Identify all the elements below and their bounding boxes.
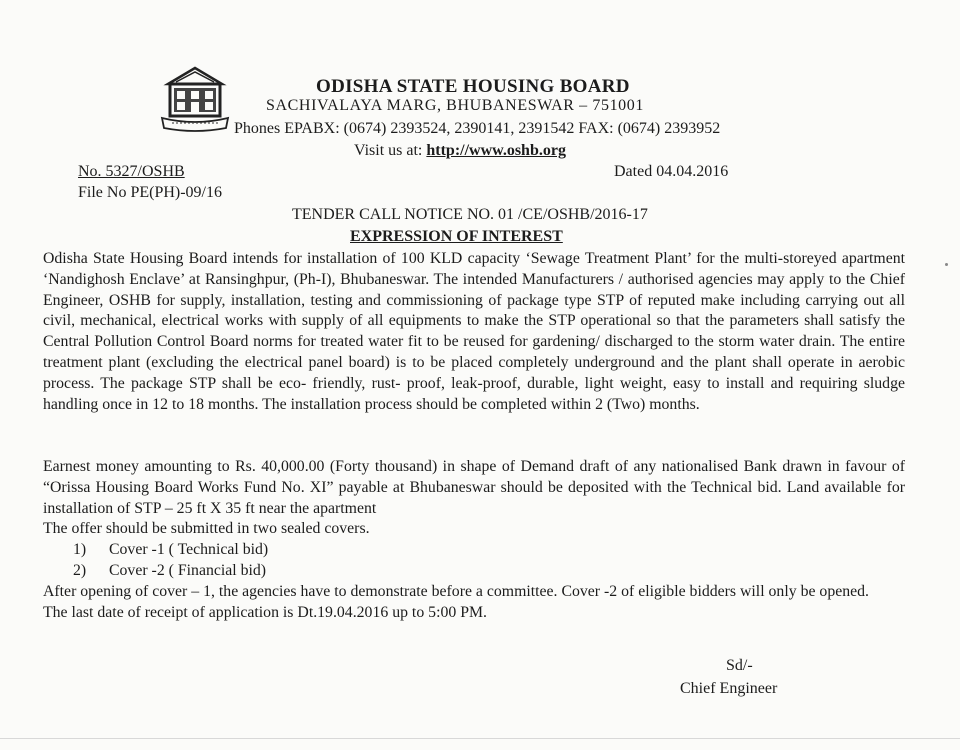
organisation-phones: Phones EPABX: (0674) 2393524, 2390141, 2391542 FAX: (0674) 2393952 [234,120,721,137]
tender-notice-number: TENDER CALL NOTICE NO. 01 /CE/OSHB/2016-17 [292,206,648,223]
notice-heading: EXPRESSION OF INTEREST [350,228,563,245]
page-bottom-edge [0,738,960,739]
paragraph-submission: The offer should be submitted in two sealed covers. [43,520,370,538]
notice-body [43,249,905,623]
cover-label: Cover -1 ( Technical bid) [109,541,269,559]
housing-board-emblem-icon [160,62,230,134]
website-label: Visit us at: [354,142,423,159]
cover-number: 2) [73,561,87,579]
file-number: File No PE(PH)-09/16 [78,184,222,201]
signatory-designation: Chief Engineer [680,680,778,697]
paragraph-opening: After opening of cover – 1, the agencies have to demonstrate before a committee. Cover -2 of eligible bidders will only be opened. [43,582,869,600]
cover-label: Cover -2 ( Financial bid) [109,561,267,579]
scan-speck [945,263,948,266]
website-link[interactable]: http://www.oshb.org [426,142,566,159]
cover-list-item [73,540,905,561]
paragraph-last-date: The last date of receipt of application is Dt.19.04.2016 up to 5:00 PM. [43,603,487,621]
paragraph-scope: Odisha State Housing Board intends for installation of 100 KLD capacity ‘Sewage Treatment Plant’ for the multi-storeyed apartment ‘Nandighosh Enclave’ at Ransinghpur, (Ph-I), Bhubaneswar. The intended Manufacturers / authorised agencies may apply to the Chief Engineer, OSHB for supply, installation, testing and commissioning of package type STP of reputed make including carrying out all civil, mechanical, electrical works with supply of all equipments to make the STP operational so that the parameters shall satisfy the Central Pollution Control Board norms for treated water fit to be reused for gardening/ discharged to the storm water drain. The entire treatment plant (excluding the electrical panel board) is to be placed completely underground and the plant shall operate in aerobic process. The package STP shall be eco- friendly, rust- proof, leak-proof, durable, light weight, easy to install and requiring sludge handling once in 12 to 18 months. The installation process should be completed within 2 (Two) months. [43,250,905,413]
paragraph-earnest-money: Earnest money amounting to Rs. 40,000.00 (Forty thousand) in shape of Demand draft of any nationalised Bank drawn in favour of “Orissa Housing Board Works Fund No. XI” payable at Bhubaneswar should be deposited with the Technical bid. Land available for installation of STP – 25 ft X 35 ft near the apartment [43,458,905,517]
cover-list-item [73,561,905,582]
organisation-address: SACHIVALAYA MARG, BHUBANESWAR – 751001 [266,97,644,114]
cover-number: 1) [73,541,87,559]
reference-number: No. 5327/OSHB [78,163,185,180]
signature-mark: Sd/- [726,657,753,674]
notice-date: Dated 04.04.2016 [614,163,729,180]
organisation-name: ODISHA STATE HOUSING BOARD [316,76,630,97]
website-line [354,142,566,160]
